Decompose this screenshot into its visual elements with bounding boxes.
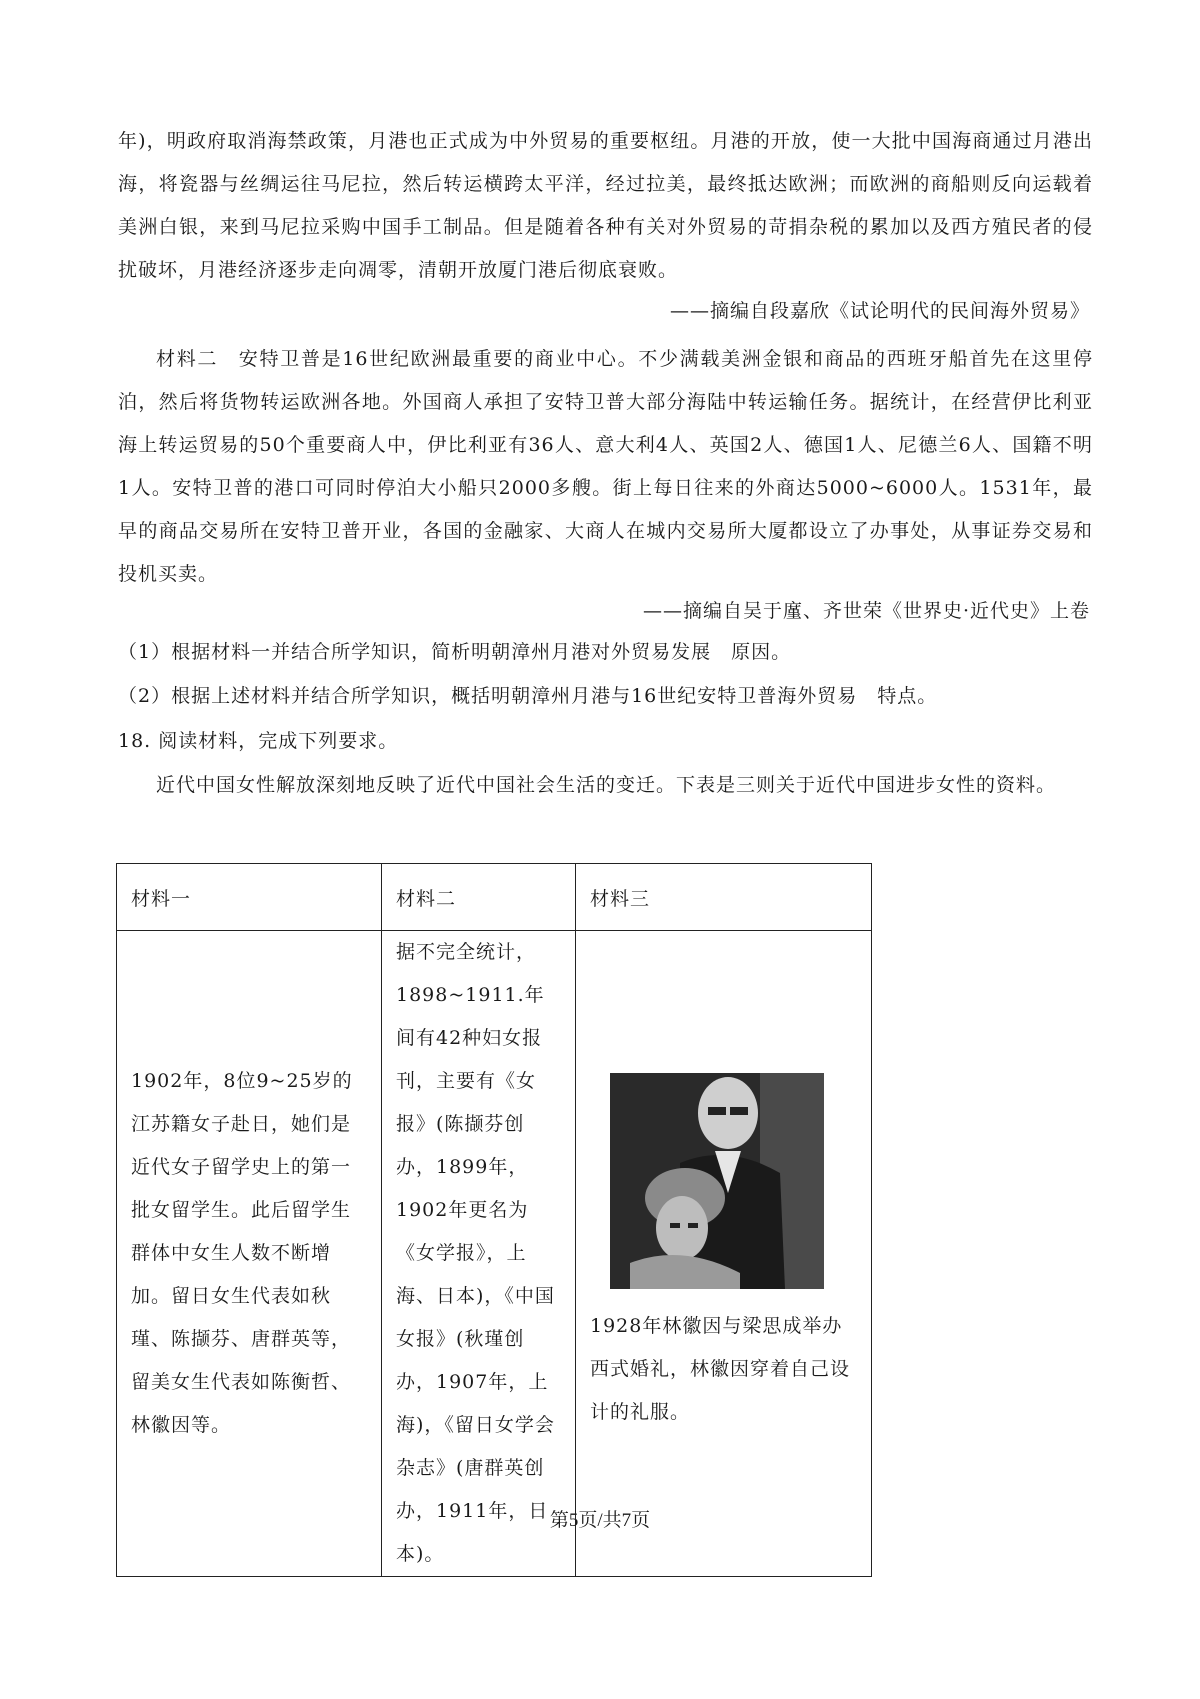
question-2: （2）根据上述材料并结合所学知识，概括明朝漳州月港与16世纪安特卫普海外贸易 特点。 xyxy=(118,685,938,707)
wedding-photo xyxy=(610,1073,824,1289)
table-header-row xyxy=(117,864,872,931)
material2-paragraph: 材料二 安特卫普是16世纪欧洲最重要的商业中心。不少满载美洲金银和商品的西班牙船首先在这里停泊，然后将货物转运欧洲各地。外国商人承担了安特卫普大部分海陆中转运输任务。据统计，在经营伊比利亚海上转运贸易的50个重要商人中，伊比利亚有36人、意大利4人、英国2人、德国1人、尼德兰6人、国籍不明1人。安特卫普的港口可同时停泊大小船只2000多艘。街上每日往来的外商达5000~6000人。1531年，最早的商品交易所在安特卫普开业，各国的金融家、大商人在城内交易所大厦都设立了办事处，从事证券交易和投机买卖。 xyxy=(118,348,1093,585)
table-header-cell: 材料三 xyxy=(576,864,872,931)
material-three-cell xyxy=(576,931,872,1577)
material2-source: ——摘编自吴于廑、齐世荣《世界史·近代史》上卷 xyxy=(642,600,1090,622)
material1-paragraph: 年)，明政府取消海禁政策，月港也正式成为中外贸易的重要枢纽。月港的开放，使一大批中国海商通过月港出海，将瓷器与丝绸运往马尼拉，然后转运横跨太平洋，经过拉美，最终抵达欧洲；而欧洲的商船则反向运载着美洲白银，来到马尼拉采购中国手工制品。但是随着各种有关对外贸易的苛捐杂税的累加以及西方殖民者的侵扰破坏，月港经济逐步走向凋零，清朝开放厦门港后彻底衰败。 xyxy=(118,130,1093,281)
question-1: （1）根据材料一并结合所学知识，简析明朝漳州月港对外贸易发展 原因。 xyxy=(118,641,792,663)
question-18-title: 18. 阅读材料，完成下列要求。 xyxy=(118,730,399,752)
material-one-cell: 1902年，8位9~25岁的江苏籍女子赴日，她们是近代女子留学史上的第一批女留学生。此后留学生群体中女生人数不断增加。留日女生代表如秋瑾、陈撷芬、唐群英等，留美女生代表如陈衡哲、林徽因等。 xyxy=(117,931,382,1577)
table-header-cell: 材料二 xyxy=(382,864,576,931)
question-18-intro: 近代中国女性解放深刻地反映了近代中国社会生活的变迁。下表是三则关于近代中国进步女性的资料。 xyxy=(156,774,1057,796)
photo-caption: 1928年林徽因与梁思成举办西式婚礼，林徽因穿着自己设计的礼服。 xyxy=(590,1315,851,1423)
table-row xyxy=(117,931,872,1577)
material1-source: ——摘编自段嘉欣《试论明代的民间海外贸易》 xyxy=(669,300,1090,322)
table-header-cell: 材料一 xyxy=(117,864,382,931)
page-footer: 第5页/共7页 xyxy=(549,1510,651,1531)
material-two-cell: 据不完全统计，1898~1911.年间有42种妇女报刊，主要有《女报》(陈撷芬创办，1899年，1902年更名为《女学报》，上海、日本)，《中国女报》(秋瑾创办，1907年，上海)，《留日女学会杂志》(唐群英创办，1911年，日本)。 xyxy=(382,931,576,1577)
materials-table xyxy=(116,863,872,1577)
